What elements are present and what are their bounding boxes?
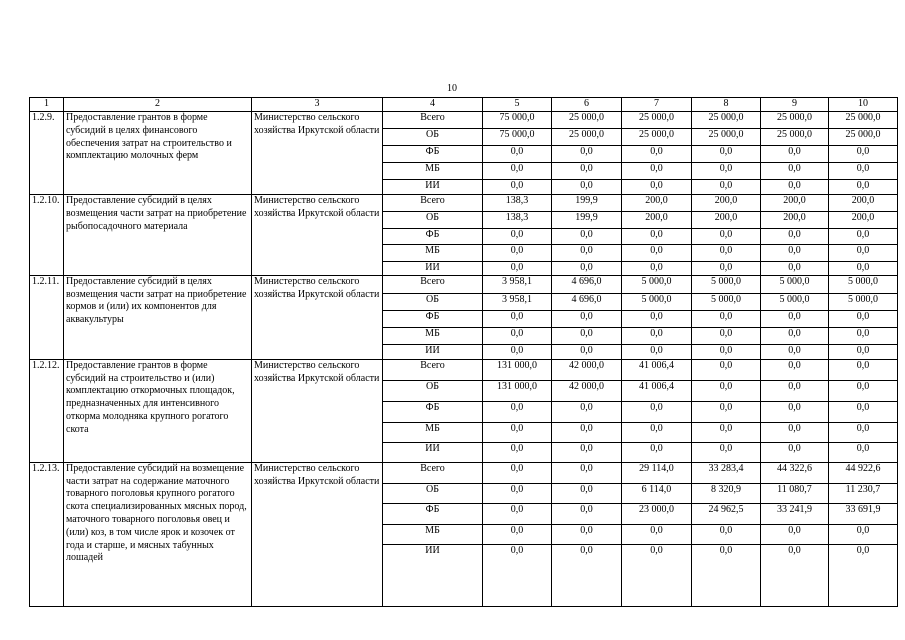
item-number: 1.2.10.	[30, 195, 64, 276]
amount-cell: 0,0	[692, 380, 761, 401]
amount-cell: 0,0	[622, 245, 692, 262]
amount-cell: 0,0	[761, 262, 829, 276]
funding-source: Всего	[383, 462, 483, 483]
amount-cell: 0,0	[692, 262, 761, 276]
column-header: 9	[761, 98, 829, 112]
amount-cell: 200,0	[761, 195, 829, 212]
amount-cell: 0,0	[622, 146, 692, 163]
column-header: 2	[64, 98, 252, 112]
amount-cell: 3 958,1	[483, 275, 552, 293]
amount-cell: 0,0	[483, 180, 552, 195]
funding-source: Всего	[383, 359, 483, 380]
amount-cell: 200,0	[692, 212, 761, 229]
amount-cell: 0,0	[761, 310, 829, 327]
table-row	[30, 112, 898, 129]
amount-cell: 0,0	[622, 442, 692, 462]
amount-cell: 41 006,4	[622, 380, 692, 401]
column-header: 6	[552, 98, 622, 112]
funding-source: Всего	[383, 112, 483, 129]
amount-cell: 0,0	[552, 401, 622, 422]
amount-cell: 0,0	[483, 462, 552, 483]
amount-cell: 0,0	[552, 327, 622, 344]
amount-cell: 0,0	[552, 262, 622, 276]
amount-cell: 0,0	[552, 524, 622, 544]
amount-cell: 0,0	[761, 245, 829, 262]
funding-source: МБ	[383, 422, 483, 442]
amount-cell: 25 000,0	[692, 129, 761, 146]
amount-cell: 0,0	[622, 544, 692, 606]
amount-cell: 0,0	[692, 524, 761, 544]
amount-cell: 199,9	[552, 195, 622, 212]
item-name: Предоставление грантов в форме субсидий в целях финансового обеспечения затрат на строительство и комплектацию молочных ферм	[64, 112, 252, 195]
amount-cell: 0,0	[692, 180, 761, 195]
amount-cell: 0,0	[692, 401, 761, 422]
amount-cell: 0,0	[622, 229, 692, 245]
amount-cell: 0,0	[692, 544, 761, 606]
table-row	[30, 195, 898, 212]
amount-cell: 0,0	[761, 401, 829, 422]
amount-cell: 131 000,0	[483, 380, 552, 401]
amount-cell: 0,0	[829, 310, 898, 327]
amount-cell: 0,0	[483, 344, 552, 359]
item-executor: Министерство сельского хозяйства Иркутской области	[252, 112, 383, 195]
amount-cell: 25 000,0	[829, 112, 898, 129]
column-header: 3	[252, 98, 383, 112]
amount-cell: 0,0	[829, 344, 898, 359]
amount-cell: 6 114,0	[622, 483, 692, 503]
amount-cell: 0,0	[761, 327, 829, 344]
amount-cell: 200,0	[622, 212, 692, 229]
amount-cell: 0,0	[692, 359, 761, 380]
amount-cell: 0,0	[692, 310, 761, 327]
funding-source: Всего	[383, 275, 483, 293]
amount-cell: 0,0	[692, 344, 761, 359]
amount-cell: 4 696,0	[552, 275, 622, 293]
amount-cell: 0,0	[829, 359, 898, 380]
amount-cell: 0,0	[622, 524, 692, 544]
item-number: 1.2.13.	[30, 462, 64, 606]
amount-cell: 0,0	[552, 503, 622, 524]
amount-cell: 0,0	[552, 146, 622, 163]
amount-cell: 0,0	[483, 401, 552, 422]
amount-cell: 0,0	[692, 163, 761, 180]
amount-cell: 25 000,0	[622, 112, 692, 129]
amount-cell: 29 114,0	[622, 462, 692, 483]
amount-cell: 42 000,0	[552, 380, 622, 401]
page-number: 10	[447, 83, 457, 94]
amount-cell: 0,0	[692, 229, 761, 245]
amount-cell: 0,0	[692, 422, 761, 442]
amount-cell: 0,0	[552, 245, 622, 262]
amount-cell: 0,0	[552, 544, 622, 606]
amount-cell: 24 962,5	[692, 503, 761, 524]
amount-cell: 0,0	[761, 544, 829, 606]
amount-cell: 0,0	[622, 262, 692, 276]
amount-cell: 23 000,0	[622, 503, 692, 524]
amount-cell: 0,0	[483, 229, 552, 245]
amount-cell: 0,0	[761, 359, 829, 380]
amount-cell: 0,0	[552, 422, 622, 442]
amount-cell: 0,0	[692, 245, 761, 262]
amount-cell: 0,0	[483, 483, 552, 503]
amount-cell: 0,0	[483, 310, 552, 327]
funding-source: ИИ	[383, 442, 483, 462]
funding-source: ФБ	[383, 503, 483, 524]
funding-source: ФБ	[383, 146, 483, 163]
amount-cell: 138,3	[483, 195, 552, 212]
amount-cell: 44 322,6	[761, 462, 829, 483]
amount-cell: 0,0	[761, 442, 829, 462]
amount-cell: 5 000,0	[829, 293, 898, 310]
item-name: Предоставление субсидий в целях возмещения части затрат на приобретение рыбопосадочного материала	[64, 195, 252, 276]
amount-cell: 33 691,9	[829, 503, 898, 524]
amount-cell: 138,3	[483, 212, 552, 229]
funding-source: ОБ	[383, 129, 483, 146]
amount-cell: 200,0	[622, 195, 692, 212]
funding-source: ИИ	[383, 344, 483, 359]
amount-cell: 11 080,7	[761, 483, 829, 503]
amount-cell: 0,0	[829, 442, 898, 462]
column-header: 8	[692, 98, 761, 112]
column-header: 7	[622, 98, 692, 112]
item-number: 1.2.9.	[30, 112, 64, 195]
column-header: 1	[30, 98, 64, 112]
amount-cell: 33 241,9	[761, 503, 829, 524]
amount-cell: 0,0	[622, 401, 692, 422]
amount-cell: 25 000,0	[761, 129, 829, 146]
amount-cell: 0,0	[692, 146, 761, 163]
amount-cell: 0,0	[829, 229, 898, 245]
column-header: 4	[383, 98, 483, 112]
amount-cell: 0,0	[483, 163, 552, 180]
amount-cell: 11 230,7	[829, 483, 898, 503]
amount-cell: 0,0	[552, 229, 622, 245]
amount-cell: 75 000,0	[483, 129, 552, 146]
amount-cell: 5 000,0	[622, 293, 692, 310]
amount-cell: 0,0	[761, 422, 829, 442]
amount-cell: 0,0	[829, 146, 898, 163]
column-header: 5	[483, 98, 552, 112]
item-name: Предоставление субсидий на возмещение части затрат на содержание маточного товарного поголовья крупного рогатого скота специализированных мясных пород, маточного товарного поголовья овец и (или) коз, в том числе ярок и козочек от года и старше, и мясных табунных лошадей	[64, 462, 252, 606]
amount-cell: 5 000,0	[761, 275, 829, 293]
item-executor: Министерство сельского хозяйства Иркутской области	[252, 275, 383, 359]
item-executor: Министерство сельского хозяйства Иркутской области	[252, 359, 383, 462]
amount-cell: 0,0	[622, 344, 692, 359]
amount-cell: 0,0	[829, 245, 898, 262]
amount-cell: 0,0	[829, 544, 898, 606]
amount-cell: 131 000,0	[483, 359, 552, 380]
funding-source: ОБ	[383, 483, 483, 503]
amount-cell: 0,0	[483, 245, 552, 262]
funding-source: ИИ	[383, 544, 483, 606]
amount-cell: 200,0	[692, 195, 761, 212]
funding-source: Всего	[383, 195, 483, 212]
amount-cell: 25 000,0	[761, 112, 829, 129]
funding-source: МБ	[383, 245, 483, 262]
amount-cell: 0,0	[483, 422, 552, 442]
amount-cell: 25 000,0	[552, 129, 622, 146]
funding-source: ФБ	[383, 310, 483, 327]
amount-cell: 5 000,0	[692, 293, 761, 310]
table-row	[30, 462, 898, 483]
funding-source: ОБ	[383, 380, 483, 401]
amount-cell: 0,0	[552, 483, 622, 503]
amount-cell: 25 000,0	[622, 129, 692, 146]
funding-source: ИИ	[383, 262, 483, 276]
amount-cell: 5 000,0	[829, 275, 898, 293]
funding-source: ФБ	[383, 401, 483, 422]
amount-cell: 8 320,9	[692, 483, 761, 503]
amount-cell: 0,0	[483, 327, 552, 344]
amount-cell: 5 000,0	[761, 293, 829, 310]
item-number: 1.2.12.	[30, 359, 64, 462]
amount-cell: 33 283,4	[692, 462, 761, 483]
amount-cell: 0,0	[483, 262, 552, 276]
amount-cell: 0,0	[483, 442, 552, 462]
amount-cell: 0,0	[829, 163, 898, 180]
item-number: 1.2.11.	[30, 275, 64, 359]
amount-cell: 4 696,0	[552, 293, 622, 310]
amount-cell: 0,0	[552, 180, 622, 195]
amount-cell: 0,0	[761, 180, 829, 195]
amount-cell: 200,0	[829, 195, 898, 212]
amount-cell: 0,0	[761, 146, 829, 163]
amount-cell: 199,9	[552, 212, 622, 229]
amount-cell: 25 000,0	[692, 112, 761, 129]
amount-cell: 0,0	[622, 327, 692, 344]
amount-cell: 44 922,6	[829, 462, 898, 483]
funding-source: ИИ	[383, 180, 483, 195]
funding-source: ОБ	[383, 212, 483, 229]
table-row	[30, 275, 898, 293]
funding-source: МБ	[383, 327, 483, 344]
amount-cell: 0,0	[622, 422, 692, 442]
amount-cell: 0,0	[829, 180, 898, 195]
amount-cell: 42 000,0	[552, 359, 622, 380]
amount-cell: 0,0	[552, 163, 622, 180]
amount-cell: 0,0	[761, 380, 829, 401]
amount-cell: 0,0	[622, 163, 692, 180]
item-name: Предоставление субсидий в целях возмещения части затрат на приобретение кормов и (или) их компонентов для аквакультуры	[64, 275, 252, 359]
amount-cell: 0,0	[552, 462, 622, 483]
amount-cell: 5 000,0	[622, 275, 692, 293]
amount-cell: 0,0	[829, 380, 898, 401]
column-header: 10	[829, 98, 898, 112]
funding-source: ФБ	[383, 229, 483, 245]
amount-cell: 41 006,4	[622, 359, 692, 380]
amount-cell: 0,0	[483, 503, 552, 524]
amount-cell: 0,0	[829, 262, 898, 276]
amount-cell: 25 000,0	[552, 112, 622, 129]
amount-cell: 25 000,0	[829, 129, 898, 146]
item-executor: Министерство сельского хозяйства Иркутской области	[252, 462, 383, 606]
header-row	[30, 98, 898, 112]
amount-cell: 0,0	[829, 401, 898, 422]
amount-cell: 0,0	[622, 180, 692, 195]
amount-cell: 0,0	[761, 163, 829, 180]
amount-cell: 0,0	[829, 422, 898, 442]
amount-cell: 0,0	[692, 442, 761, 462]
amount-cell: 75 000,0	[483, 112, 552, 129]
amount-cell: 0,0	[829, 524, 898, 544]
amount-cell: 0,0	[692, 327, 761, 344]
amount-cell: 0,0	[829, 327, 898, 344]
amount-cell: 200,0	[761, 212, 829, 229]
amount-cell: 0,0	[552, 310, 622, 327]
amount-cell: 0,0	[622, 310, 692, 327]
amount-cell: 0,0	[761, 344, 829, 359]
amount-cell: 0,0	[552, 442, 622, 462]
amount-cell: 0,0	[483, 524, 552, 544]
budget-table	[29, 97, 898, 607]
amount-cell: 0,0	[483, 146, 552, 163]
funding-source: МБ	[383, 163, 483, 180]
amount-cell: 0,0	[483, 544, 552, 606]
item-executor: Министерство сельского хозяйства Иркутской области	[252, 195, 383, 276]
amount-cell: 200,0	[829, 212, 898, 229]
funding-source: МБ	[383, 524, 483, 544]
table-row	[30, 359, 898, 380]
amount-cell: 0,0	[761, 524, 829, 544]
amount-cell: 0,0	[552, 344, 622, 359]
item-name: Предоставление грантов в форме субсидий на строительство и (или) комплектацию откормочных площадок, предназначенных для интенсивного откорма молодняка крупного рогатого скота	[64, 359, 252, 462]
funding-source: ОБ	[383, 293, 483, 310]
amount-cell: 5 000,0	[692, 275, 761, 293]
amount-cell: 3 958,1	[483, 293, 552, 310]
amount-cell: 0,0	[761, 229, 829, 245]
